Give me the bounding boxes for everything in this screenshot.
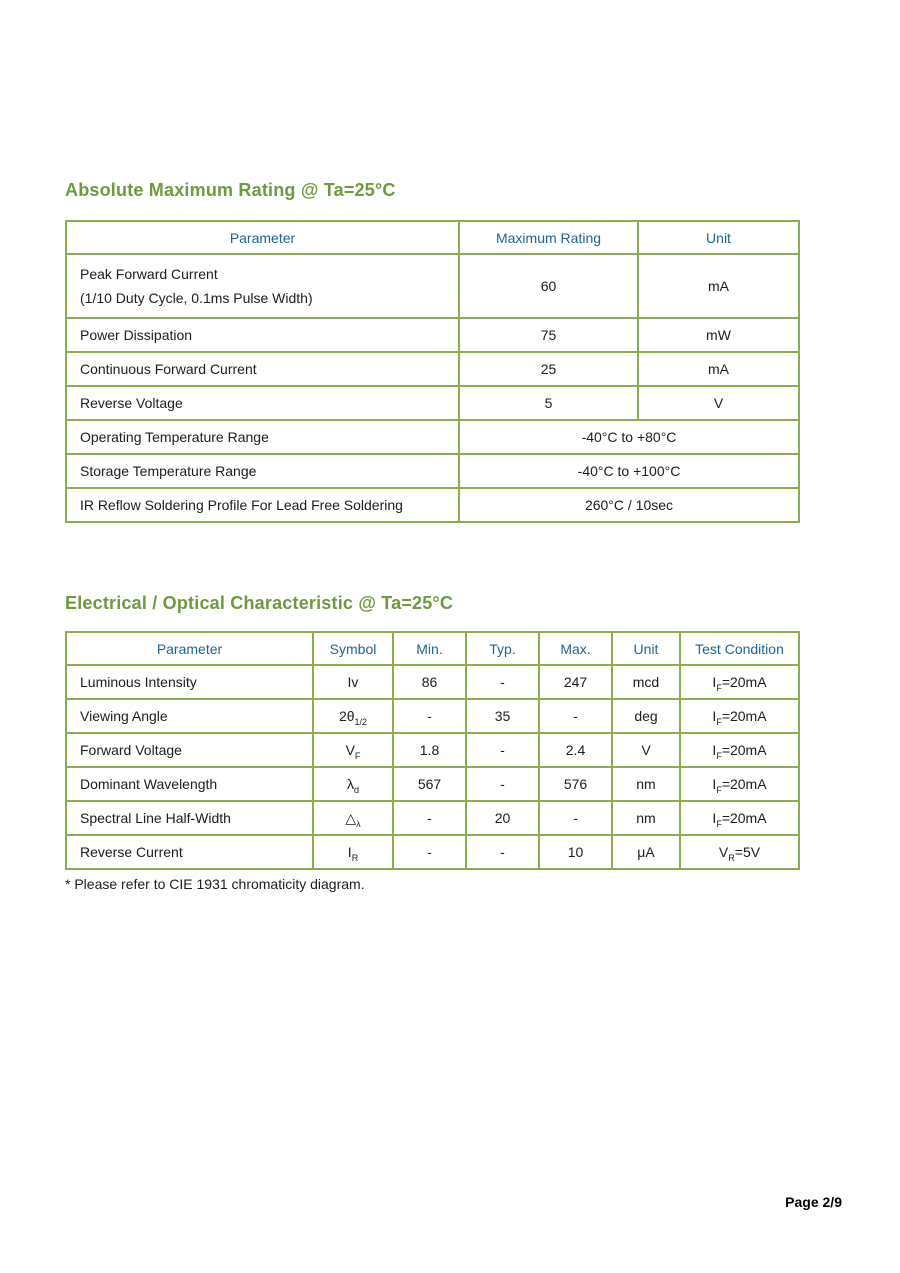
- column-header-parameter: Parameter: [66, 221, 459, 254]
- table-row: [66, 801, 799, 835]
- table-row: [66, 254, 799, 318]
- rating-cell: 75: [459, 318, 638, 352]
- parameter-cell: Continuous Forward Current: [66, 352, 459, 386]
- table-row: [66, 454, 799, 488]
- table-header-row: [66, 632, 799, 665]
- max-cell: -: [539, 699, 612, 733]
- unit-cell: nm: [612, 767, 680, 801]
- unit-cell: mA: [638, 352, 799, 386]
- symbol-cell: $V_F$: [313, 733, 393, 767]
- parameter-cell: Forward Voltage: [66, 733, 313, 767]
- parameter-cell: IR Reflow Soldering Profile For Lead Free Soldering: [66, 488, 459, 522]
- max-cell: 247: [539, 665, 612, 699]
- unit-cell: mA: [638, 254, 799, 318]
- parameter-cell: Luminous Intensity: [66, 665, 313, 699]
- symbol-cell: $\triangle_\lambda$: [313, 801, 393, 835]
- unit-cell: deg: [612, 699, 680, 733]
- column-header-test-condition: Test Condition: [680, 632, 799, 665]
- page-number: Page 2/9: [785, 1194, 842, 1210]
- absolute-maximum-rating-table: [65, 220, 800, 523]
- typ-cell: -: [466, 733, 539, 767]
- column-header-symbol: Symbol: [313, 632, 393, 665]
- table-row: [66, 665, 799, 699]
- max-cell: -: [539, 801, 612, 835]
- column-header-max: Max.: [539, 632, 612, 665]
- table-row: [66, 352, 799, 386]
- parameter-cell: Reverse Current: [66, 835, 313, 869]
- min-cell: -: [393, 699, 466, 733]
- max-cell: 2.4: [539, 733, 612, 767]
- column-header-unit: Unit: [612, 632, 680, 665]
- rating-cell-merged: -40°C to +80°C: [459, 420, 799, 454]
- unit-cell: mW: [638, 318, 799, 352]
- min-cell: 567: [393, 767, 466, 801]
- cie-footnote: * Please refer to CIE 1931 chromaticity diagram.: [65, 876, 365, 892]
- section-title-absolute-maximum-rating: Absolute Maximum Rating @ Ta=25°C: [65, 180, 396, 200]
- column-header-unit: Unit: [638, 221, 799, 254]
- unit-cell: V: [638, 386, 799, 420]
- parameter-cell: Operating Temperature Range: [66, 420, 459, 454]
- rating-cell: 25: [459, 352, 638, 386]
- parameter-cell: Spectral Line Half-Width: [66, 801, 313, 835]
- parameter-cell: [66, 254, 459, 318]
- max-cell: 576: [539, 767, 612, 801]
- symbol-cell: Iv: [313, 665, 393, 699]
- typ-cell: 35: [466, 699, 539, 733]
- test-condition-cell: $I_F=20mA$: [680, 699, 799, 733]
- typ-cell: -: [466, 767, 539, 801]
- parameter-cell: Dominant Wavelength: [66, 767, 313, 801]
- unit-cell: μA: [612, 835, 680, 869]
- test-condition-cell: $V_R=5V$: [680, 835, 799, 869]
- table-header-row: [66, 221, 799, 254]
- rating-cell: 5: [459, 386, 638, 420]
- column-header-min: Min.: [393, 632, 466, 665]
- test-condition-cell: $I_F=20mA$: [680, 733, 799, 767]
- unit-cell: mcd: [612, 665, 680, 699]
- parameter-cell: Storage Temperature Range: [66, 454, 459, 488]
- table-row: [66, 420, 799, 454]
- symbol-cell: $2\theta_{1/2}$: [313, 699, 393, 733]
- rating-cell-merged: 260°C / 10sec: [459, 488, 799, 522]
- parameter-cell: Power Dissipation: [66, 318, 459, 352]
- parameter-subtext: (1/10 Duty Cycle, 0.1ms Pulse Width): [80, 290, 313, 306]
- typ-cell: -: [466, 665, 539, 699]
- table-row: [66, 699, 799, 733]
- parameter-cell: Viewing Angle: [66, 699, 313, 733]
- unit-cell: V: [612, 733, 680, 767]
- table-row: [66, 386, 799, 420]
- parameter-cell: Reverse Voltage: [66, 386, 459, 420]
- unit-cell: nm: [612, 801, 680, 835]
- min-cell: 1.8: [393, 733, 466, 767]
- test-condition-cell: $I_F=20mA$: [680, 801, 799, 835]
- rating-cell: 60: [459, 254, 638, 318]
- table-row: [66, 488, 799, 522]
- table-row: [66, 767, 799, 801]
- column-header-parameter: Parameter: [66, 632, 313, 665]
- test-condition-cell: $I_F=20mA$: [680, 665, 799, 699]
- min-cell: 86: [393, 665, 466, 699]
- symbol-cell: $I_R$: [313, 835, 393, 869]
- table-row: [66, 835, 799, 869]
- column-header-maximum-rating: Maximum Rating: [459, 221, 638, 254]
- parameter-text: Peak Forward Current: [80, 266, 218, 282]
- electrical-optical-characteristic-table: [65, 631, 800, 870]
- symbol-cell: $\lambda_d$: [313, 767, 393, 801]
- table-row: [66, 318, 799, 352]
- min-cell: -: [393, 801, 466, 835]
- table-row: [66, 733, 799, 767]
- rating-cell-merged: -40°C to +100°C: [459, 454, 799, 488]
- column-header-typ: Typ.: [466, 632, 539, 665]
- section-title-electrical-optical-characteristic: Electrical / Optical Characteristic @ Ta=25°C: [65, 593, 454, 613]
- typ-cell: 20: [466, 801, 539, 835]
- typ-cell: -: [466, 835, 539, 869]
- test-condition-cell: $I_F=20mA$: [680, 767, 799, 801]
- max-cell: 10: [539, 835, 612, 869]
- min-cell: -: [393, 835, 466, 869]
